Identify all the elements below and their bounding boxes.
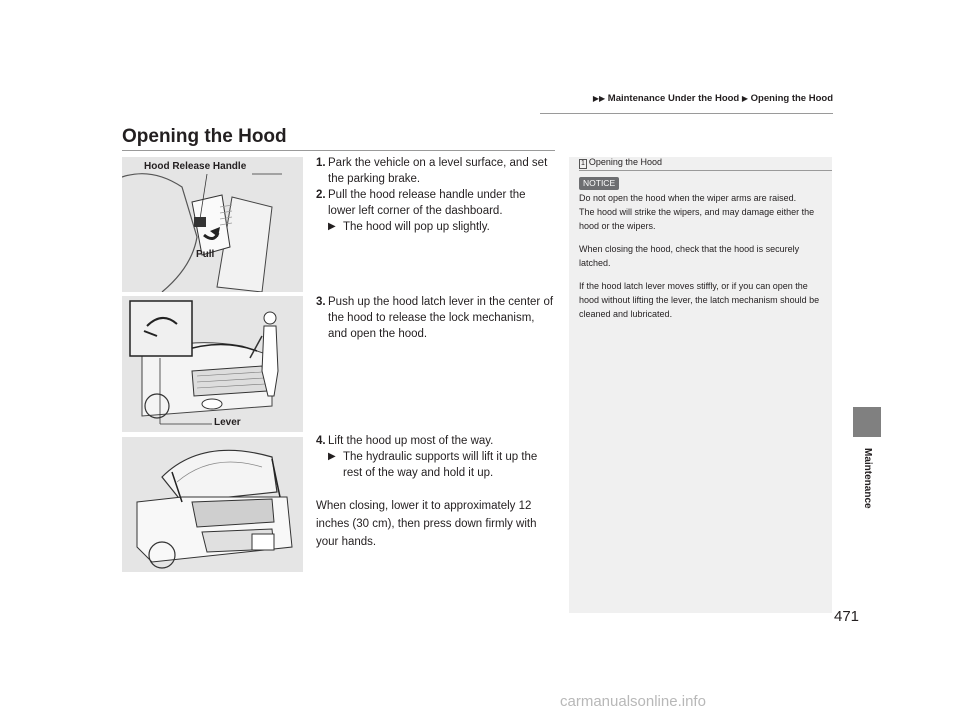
step-text: Push up the hood latch lever in the center of the hood to release the lock mechanism, and open the hood.: [328, 296, 554, 340]
sidebar-paragraph: If the hood latch lever moves stiffly, or if you can open the hood without lifting the lever, the latch mechanism should be cleaned and lubricated.: [579, 281, 820, 319]
breadcrumb-arrow-icon: ▶: [741, 94, 749, 103]
page-number: 471: [834, 608, 860, 625]
sidebar-heading: [579, 157, 662, 169]
watermark[interactable]: carmanualsonline.info: [560, 693, 706, 710]
section-tab-label: Maintenance: [862, 448, 873, 509]
result-arrow-icon: ▶: [328, 451, 336, 462]
step-result: [316, 219, 556, 235]
step-list-c: [316, 433, 556, 481]
step-result-text: The hydraulic supports will lift it up the rest of the way and hold it up.: [343, 451, 538, 479]
step-text: Lift the hood up most of the way.: [328, 435, 494, 447]
breadcrumb-item[interactable]: Maintenance Under the Hood: [607, 93, 740, 104]
step-text: Pull the hood release handle under the lower left corner of the dashboard.: [328, 189, 526, 217]
step-number: 4.: [316, 435, 326, 447]
step-list-a: [316, 155, 556, 235]
figure-label-handle: Hood Release Handle: [144, 161, 247, 172]
sidebar-paragraph: When closing the hood, check that the hood is securely latched.: [579, 244, 800, 268]
breadcrumb: [0, 93, 833, 104]
step-result: [316, 449, 556, 481]
car-hood-open-illustration: [122, 437, 303, 572]
sidebar-body: [579, 191, 824, 330]
section-tab-marker: [853, 407, 881, 437]
step-text: Park the vehicle on a level surface, and set the parking brake.: [328, 157, 548, 185]
step-list-b: [316, 294, 556, 342]
result-arrow-icon: ▶: [328, 221, 336, 232]
step-number: 1.: [316, 157, 326, 169]
breadcrumb-arrow-icon: ▶▶: [592, 94, 606, 103]
header-rule: [540, 113, 833, 114]
page-title: Opening the Hood: [122, 126, 287, 147]
sidebar-paragraph: Do not open the hood when the wiper arms are raised. The hood will strike the wipers, and may damage either the hood or the wipers.: [579, 193, 815, 231]
figure-hood-open: [122, 437, 303, 572]
step-item: [316, 433, 556, 449]
dashboard-illustration: [122, 157, 303, 292]
figure-label-lever: Lever: [214, 417, 241, 428]
figure-hood-latch-lever: [122, 296, 303, 432]
reference-icon: 1: [581, 160, 585, 167]
sidebar-heading-rule: [579, 170, 832, 171]
step-result-text: The hood will pop up slightly.: [343, 221, 490, 233]
step-number: 3.: [316, 296, 326, 308]
step-item: [316, 187, 556, 219]
breadcrumb-item[interactable]: Opening the Hood: [750, 93, 833, 104]
step-item: [316, 294, 556, 342]
figure-label-pull: Pull: [196, 249, 215, 260]
closing-paragraph: When closing, lower it to approximately 12 inches (30 cm), then press down firmly with your hands.: [316, 500, 537, 548]
step-number: 2.: [316, 189, 326, 201]
sidebar-heading-text: Opening the Hood: [588, 157, 662, 167]
title-rule: [122, 150, 555, 151]
notice-badge: NOTICE: [579, 177, 619, 190]
step-item: [316, 155, 556, 187]
car-front-illustration: [122, 296, 303, 432]
figure-hood-release-handle: [122, 157, 303, 292]
